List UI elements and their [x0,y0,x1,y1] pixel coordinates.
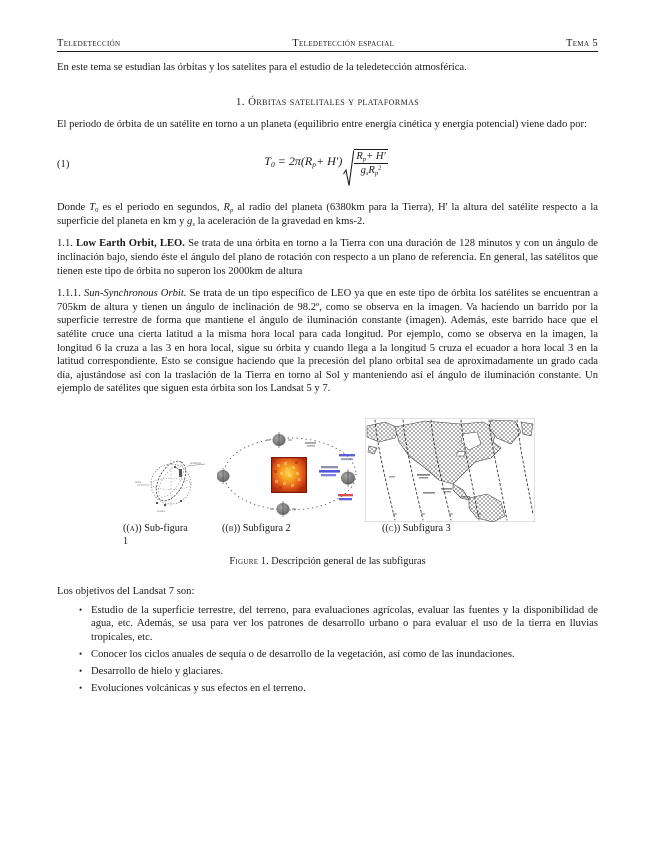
running-header [57,38,598,52]
var-Rp: $R_p$ [223,202,234,215]
list-item-text: Evoluciones volcánicas y sus efectos en el terreno. [91,682,306,694]
subfigure-3 [365,418,535,522]
subfigure-1 [135,436,223,522]
earth-orbit-inclination-diagram [135,436,223,522]
var-gs: $g_s$ [187,215,195,228]
subcaption-3-label: Subfigura 3 [402,522,451,534]
subsection-leo-title: Low Earth Orbit, LEO. [76,238,185,250]
annotation-top-arrow [305,442,316,447]
annotation-center-right [319,466,340,476]
objectives-lead-in: Los objetivos del Landsat 7 son: [57,585,195,597]
running-header-right: Tema 5 [566,38,598,49]
equation-radical [343,149,390,176]
bullet-icon: • [79,682,83,693]
earth-left [217,468,230,484]
subsection-leo-text: Se trata de una órbita en torno a la Tierra con una duración de 128 minutos y con un ángulo de inclinación bajo, siendo éste el ángulo del plano de rotación con respecto a un plano de referencia. En general, las satélitos que tienen este tipo de órbita no superon los 2000km de altura [57,238,598,277]
figure-caption-word: Figure [229,555,259,567]
subfigure-2 [217,426,367,522]
subcaption-2-label: Subfigura 2 [242,522,291,534]
figure-caption [57,556,598,567]
section-heading [57,96,598,108]
fraction-numerator: $R_p+ H'$ [356,151,386,164]
fraction-denominator: $g_sR_p^2$ [360,164,382,178]
subsubsection-sso [57,287,598,396]
paragraph-variables: Donde $T_0$ es el periodo en segundos, $R_p$ al radio del planeta (6380km para la Tierra), H' la altura del satélite respecto a la superficie del planeta en km y $g_s$ la aceleración de la gravedad en kms-2. [57,202,598,228]
objectives-list [57,604,598,696]
equation-block [57,145,598,189]
intro-paragraph: En este tema se estudian las órbitas y los satelites para el estudio de la teledetección atmosférica. [57,62,467,73]
svg-text:inclinación: inclinación [190,461,202,465]
var-T0: $T_0$ [89,202,99,215]
bullet-icon: • [79,665,83,676]
list-item-text: Desarrollo de hielo y glaciares. [91,665,224,677]
equation-fraction [352,149,390,176]
figure-caption-number: 1. [260,555,269,567]
section-title: Órbitas satelitales y plataformas [248,95,420,108]
subsection-leo-number: 1.1. [57,238,73,250]
svg-text:ecuador: ecuador [157,509,166,513]
figure-caption-text: Descripción general de las subfiguras [271,555,426,567]
subcaption-3 [382,522,542,535]
subcaption-1 [123,522,189,548]
earth-top [266,432,292,448]
subfigure-row [57,414,598,522]
bullet-icon: • [79,648,83,659]
equation-rhs-prefix: = $2\pi(R_p+ H')$ [277,154,343,170]
list-item-text: Conocer los ciclos anuales de sequía o de desarrollo de la vegetación, así como de las inundaciones. [91,648,515,660]
list-item-text: Estudio de la superficie terrestre, del terreno, para evaluaciones agrícolas, evaluar las fuentes y la disponibilidad de agua, etc. Además, se usa para ver los patrones de desarrollo urbano o para evaluar el uso de la tierra en lluvias tropicales, etc. [91,604,598,643]
list-item [57,648,598,662]
earth-right [341,469,355,487]
bullet-icon: • [79,604,83,615]
subfigure-captions [57,522,598,550]
svg-text:órbita: órbita [135,480,142,484]
figure-1 [57,414,598,567]
running-header-left: Teledetección [57,38,121,49]
sun-earth-seasonal-orbit-diagram [217,426,367,522]
equation-tag: (1) [57,159,70,171]
radical-sign-icon [343,149,352,176]
earth-bottom [270,501,296,517]
equation-content [57,149,598,176]
annotation-top-right [339,454,355,460]
subcaption-2 [222,522,372,535]
list-item [57,665,598,679]
subsubsection-sso-number: 1.1.1. [57,288,81,300]
section-number: 1. [235,95,245,108]
subcaption-1-tag: ((a)) [123,522,142,534]
paragraph-orbit-period: El periodo de órbita de un satélite en torno a un planeta (equilibrio entre energía cinética y energía potencial) viene dado por: [57,118,587,130]
subsubsection-sso-title: Sun-Synchronous Orbit. [83,288,187,300]
list-item [57,604,598,645]
subcaption-3-tag: ((c)) [382,522,401,534]
ground-track-world-map [365,418,535,522]
subsubsection-sso-text: Se trata de un tipo específico de LEO ya que en este tipo de órbita los satélites se encuentran a 705km de altura y tienen un ángulo de inclinación de 98.2º, como se observa en la imagen. Va haciendo un barrido por la superficie terrestre de forma que mantiene el ángulo de iluminación constante (imagen). Además, este barrido hace que el satélite cruce una cierta latitud a la misma hora local para cada longitud. Por ejemplo, como se observa en la imagen, la longitud 6 la cruza a las 3 en hora local, sigue su órbita y cuando llega a la longitud 5 cruza el ecuador a hora local 3 en la latitud correspondiente. Esto se consigue haciendo que la precesión del plano orbital sea de aproximadamente un grado cada día, ajustándose así con la traslación de la Tierra en torno al Sol y manteniendo así el ángulo de iluminación constante. Un ejemplo de satélites que siguen esta órbita son los Landsat 5 y 7. [57,288,598,395]
subcaption-1-label: Sub-figura 1 [123,522,188,547]
sun-image [271,457,307,493]
subsection-leo [57,237,598,278]
annotation-bottom-right [338,494,353,500]
running-header-center: Teledetección espacial [292,38,395,49]
subcaption-2-tag: ((b)) [222,522,241,534]
equation-lhs: $T_0$ [264,154,275,170]
list-item [57,682,598,696]
